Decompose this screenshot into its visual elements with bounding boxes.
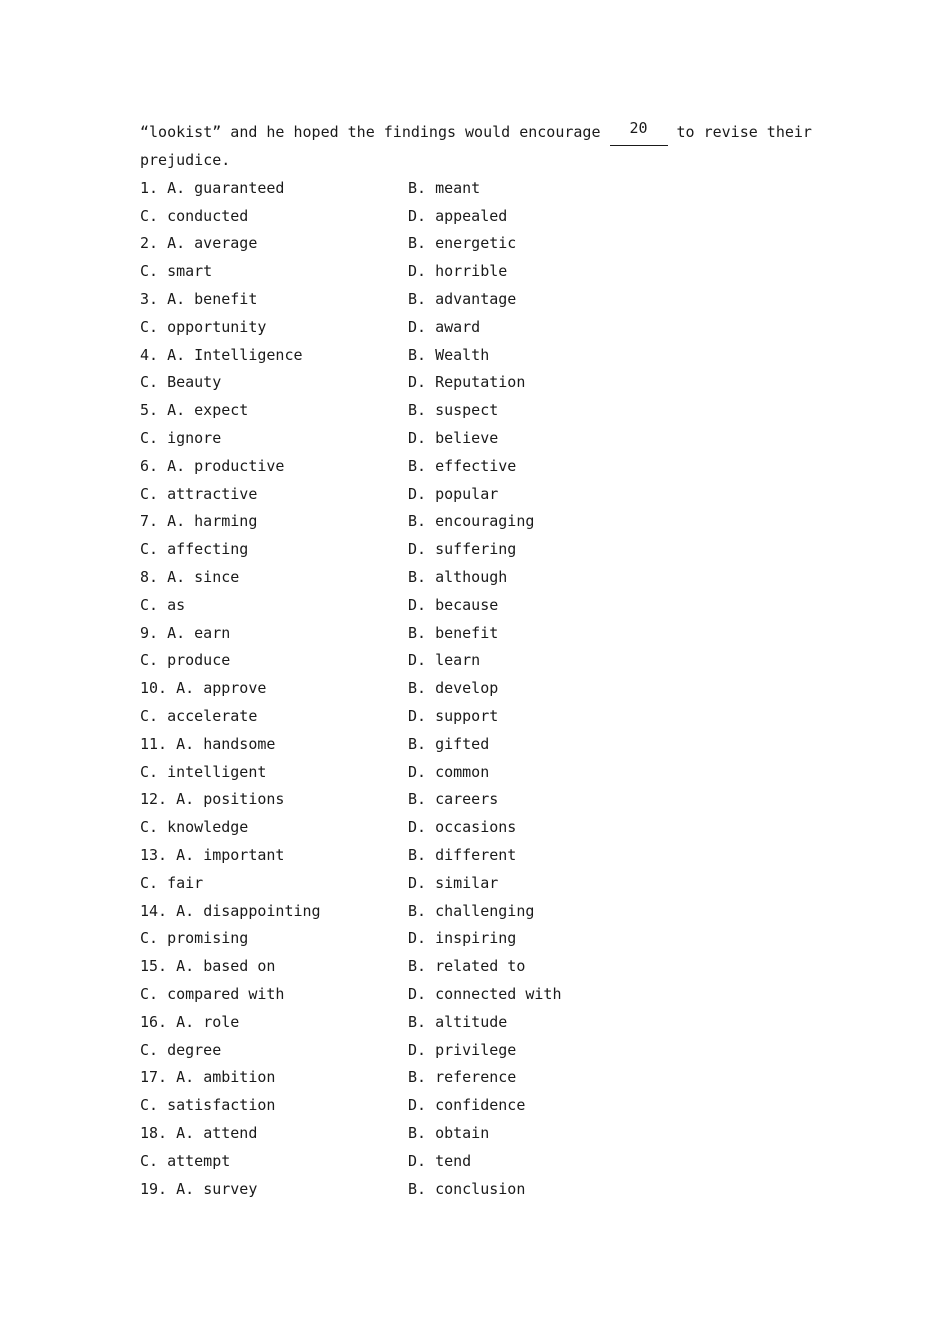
- option-left: [140, 234, 408, 252]
- option-text: attend: [203, 1123, 258, 1142]
- option-right: [408, 234, 708, 252]
- passage-word: findings: [383, 123, 457, 141]
- option-right: [408, 957, 708, 975]
- option-right: [408, 763, 708, 781]
- option-row: [140, 1008, 812, 1036]
- option-row: [140, 1091, 812, 1119]
- option-label: C.: [140, 1096, 159, 1115]
- option-text: productive: [194, 456, 285, 475]
- option-row: [140, 1036, 812, 1064]
- option-left: [140, 735, 408, 753]
- option-label: C.: [140, 262, 159, 281]
- option-label: D.: [408, 873, 427, 892]
- option-label: 11. A.: [140, 734, 195, 753]
- option-left: [140, 1068, 408, 1086]
- option-label: C.: [140, 818, 159, 837]
- option-left: [140, 429, 408, 447]
- passage-word: “lookist”: [140, 123, 222, 141]
- option-label: 17. A.: [140, 1068, 195, 1087]
- option-text: obtain: [435, 1123, 490, 1142]
- option-left: [140, 1152, 408, 1170]
- option-left: [140, 624, 408, 642]
- document-page: [140, 118, 812, 1202]
- option-text: satisfaction: [167, 1096, 276, 1115]
- option-label: B.: [408, 345, 427, 364]
- option-label: D.: [408, 1151, 427, 1170]
- option-label: 19. A.: [140, 1179, 195, 1198]
- option-left: [140, 179, 408, 197]
- option-right: [408, 902, 708, 920]
- option-row: [140, 841, 812, 869]
- option-label: D.: [408, 540, 427, 559]
- option-right: [408, 846, 708, 864]
- option-left: [140, 929, 408, 947]
- option-label: 6. A.: [140, 456, 186, 475]
- option-label: 2. A.: [140, 234, 186, 253]
- option-left: [140, 846, 408, 864]
- option-text: similar: [435, 873, 499, 892]
- option-text: appealed: [435, 206, 508, 225]
- option-label: C.: [140, 762, 159, 781]
- option-right: [408, 318, 708, 336]
- option-row: [140, 396, 812, 424]
- passage-word: encourage: [519, 123, 601, 141]
- option-label: C.: [140, 317, 159, 336]
- option-label: D.: [408, 929, 427, 948]
- option-label: C.: [140, 373, 159, 392]
- option-right: [408, 1124, 708, 1142]
- option-right: [408, 1180, 708, 1198]
- option-right: [408, 401, 708, 419]
- option-text: suffering: [435, 540, 517, 559]
- option-right: [408, 262, 708, 280]
- option-left: [140, 346, 408, 364]
- passage-word: their: [766, 123, 812, 141]
- option-text: related to: [435, 957, 526, 976]
- option-label: 18. A.: [140, 1123, 195, 1142]
- option-left: [140, 1041, 408, 1059]
- option-left: [140, 763, 408, 781]
- option-text: knowledge: [167, 818, 249, 837]
- option-label: 7. A.: [140, 512, 186, 531]
- option-right: [408, 679, 708, 697]
- option-row: [140, 369, 812, 397]
- option-row: [140, 647, 812, 675]
- option-text: Reputation: [435, 373, 526, 392]
- option-text: occasions: [435, 818, 517, 837]
- option-label: 4. A.: [140, 345, 186, 364]
- option-text: opportunity: [167, 317, 267, 336]
- option-text: advantage: [435, 290, 517, 309]
- option-text: develop: [435, 679, 499, 698]
- option-label: 8. A.: [140, 568, 186, 587]
- option-text: award: [435, 317, 481, 336]
- option-label: B.: [408, 512, 427, 531]
- passage-word: to: [676, 123, 695, 141]
- option-text: smart: [167, 262, 213, 281]
- option-text: promising: [167, 929, 249, 948]
- option-label: 15. A.: [140, 957, 195, 976]
- option-text: produce: [167, 651, 231, 670]
- option-label: C.: [140, 985, 159, 1003]
- option-label: D.: [408, 1040, 427, 1059]
- option-left: [140, 902, 408, 920]
- option-text: learn: [435, 651, 481, 670]
- option-row: [140, 257, 812, 285]
- option-left: [140, 290, 408, 308]
- option-text: ambition: [203, 1068, 276, 1087]
- answer-options-list: [140, 174, 812, 1202]
- option-right: [408, 485, 708, 503]
- option-label: 3. A.: [140, 290, 186, 309]
- option-left: [140, 874, 408, 892]
- option-left: [140, 1180, 408, 1198]
- option-right: [408, 596, 708, 614]
- option-label: D.: [408, 317, 427, 336]
- option-label: B.: [408, 679, 427, 698]
- option-text: since: [194, 568, 240, 587]
- option-label: B.: [408, 568, 427, 587]
- passage-word: would: [465, 123, 511, 141]
- option-row: [140, 1175, 812, 1203]
- option-text: compared with: [167, 985, 285, 1003]
- option-left: [140, 596, 408, 614]
- option-left: [140, 401, 408, 419]
- option-left: [140, 790, 408, 808]
- option-text: affecting: [167, 540, 249, 559]
- option-right: [408, 1068, 708, 1086]
- option-label: D.: [408, 429, 427, 448]
- option-left: [140, 679, 408, 697]
- option-text: because: [435, 595, 499, 614]
- option-row: [140, 341, 812, 369]
- option-row: [140, 174, 812, 202]
- option-text: expect: [194, 401, 249, 420]
- option-text: confidence: [435, 1096, 526, 1115]
- option-text: connected with: [435, 985, 562, 1003]
- option-text: effective: [435, 456, 517, 475]
- option-label: 5. A.: [140, 401, 186, 420]
- blank-number-20: 20: [610, 118, 668, 146]
- option-right: [408, 1013, 708, 1031]
- passage-word: hoped: [293, 123, 339, 141]
- option-label: D.: [408, 1096, 427, 1115]
- option-text: attractive: [167, 484, 258, 503]
- option-text: conducted: [167, 206, 249, 225]
- option-label: C.: [140, 707, 159, 726]
- option-row: [140, 480, 812, 508]
- option-left: [140, 957, 408, 975]
- option-text: common: [435, 762, 490, 781]
- option-left: [140, 651, 408, 669]
- option-right: [408, 874, 708, 892]
- option-text: accelerate: [167, 707, 258, 726]
- option-right: [408, 457, 708, 475]
- option-label: B.: [408, 734, 427, 753]
- option-right: [408, 929, 708, 947]
- option-row: [140, 424, 812, 452]
- option-text: handsome: [203, 734, 276, 753]
- option-text: disappointing: [203, 901, 321, 920]
- option-text: although: [435, 568, 508, 587]
- option-row: [140, 1147, 812, 1175]
- option-label: B.: [408, 1012, 427, 1031]
- option-label: C.: [140, 540, 159, 559]
- option-text: suspect: [435, 401, 499, 420]
- option-label: B.: [408, 1123, 427, 1142]
- option-left: [140, 373, 408, 391]
- passage-word: revise: [703, 123, 758, 141]
- option-row: [140, 535, 812, 563]
- option-row: [140, 730, 812, 758]
- option-label: 16. A.: [140, 1012, 195, 1031]
- option-text: meant: [435, 178, 481, 197]
- option-text: role: [203, 1012, 240, 1031]
- option-label: 13. A.: [140, 846, 195, 865]
- option-row: [140, 869, 812, 897]
- option-label: 9. A.: [140, 623, 186, 642]
- option-left: [140, 512, 408, 530]
- option-text: Beauty: [167, 373, 222, 392]
- option-text: believe: [435, 429, 499, 448]
- option-text: survey: [203, 1179, 258, 1198]
- option-label: D.: [408, 985, 427, 1003]
- option-left: [140, 485, 408, 503]
- option-text: fair: [167, 873, 204, 892]
- option-right: [408, 735, 708, 753]
- option-text: earn: [194, 623, 231, 642]
- option-left: [140, 1013, 408, 1031]
- option-text: tend: [435, 1151, 472, 1170]
- option-label: 1. A.: [140, 178, 186, 197]
- option-label: B.: [408, 456, 427, 475]
- option-right: [408, 790, 708, 808]
- option-text: benefit: [194, 290, 258, 309]
- option-text: harming: [194, 512, 258, 531]
- option-right: [408, 512, 708, 530]
- option-label: D.: [408, 707, 427, 726]
- option-text: energetic: [435, 234, 517, 253]
- option-left: [140, 818, 408, 836]
- option-text: attempt: [167, 1151, 231, 1170]
- option-label: B.: [408, 957, 427, 976]
- option-label: C.: [140, 873, 159, 892]
- option-right: [408, 540, 708, 558]
- option-label: B.: [408, 234, 427, 253]
- option-right: [408, 179, 708, 197]
- option-left: [140, 568, 408, 586]
- option-left: [140, 262, 408, 280]
- option-right: [408, 707, 708, 725]
- option-right: [408, 1152, 708, 1170]
- option-left: [140, 707, 408, 725]
- option-row: [140, 313, 812, 341]
- option-right: [408, 207, 708, 225]
- option-left: [140, 540, 408, 558]
- option-label: D.: [408, 762, 427, 781]
- option-left: [140, 1096, 408, 1114]
- option-left: [140, 1124, 408, 1142]
- passage-line-2: prejudice.: [140, 151, 231, 169]
- option-row: [140, 508, 812, 536]
- option-label: C.: [140, 484, 159, 503]
- option-label: 14. A.: [140, 901, 195, 920]
- option-text: reference: [435, 1068, 517, 1087]
- option-row: [140, 813, 812, 841]
- option-label: C.: [140, 1151, 159, 1170]
- option-right: [408, 429, 708, 447]
- option-text: average: [194, 234, 258, 253]
- option-text: encouraging: [435, 512, 535, 531]
- option-label: C.: [140, 1040, 159, 1059]
- option-text: guaranteed: [194, 178, 285, 197]
- option-row: [140, 452, 812, 480]
- option-row: [140, 230, 812, 258]
- option-right: [408, 818, 708, 836]
- option-row: [140, 591, 812, 619]
- option-left: [140, 457, 408, 475]
- option-label: D.: [408, 818, 427, 837]
- option-row: [140, 202, 812, 230]
- option-label: B.: [408, 623, 427, 642]
- option-right: [408, 985, 708, 1003]
- option-left: [140, 207, 408, 225]
- option-label: B.: [408, 1068, 427, 1087]
- option-text: degree: [167, 1040, 222, 1059]
- option-label: B.: [408, 178, 427, 197]
- option-right: [408, 346, 708, 364]
- option-text: privilege: [435, 1040, 517, 1059]
- passage-fragment: [140, 118, 812, 174]
- option-right: [408, 373, 708, 391]
- option-text: ignore: [167, 429, 222, 448]
- option-text: gifted: [435, 734, 490, 753]
- option-text: intelligent: [167, 762, 267, 781]
- option-text: important: [203, 846, 285, 865]
- option-row: [140, 758, 812, 786]
- option-row: [140, 1119, 812, 1147]
- option-right: [408, 651, 708, 669]
- option-right: [408, 624, 708, 642]
- option-text: support: [435, 707, 499, 726]
- option-text: Wealth: [435, 345, 490, 364]
- option-row: [140, 952, 812, 980]
- option-text: careers: [435, 790, 499, 809]
- option-label: 10. A.: [140, 679, 195, 698]
- option-text: popular: [435, 484, 499, 503]
- option-text: conclusion: [435, 1179, 526, 1198]
- option-row: [140, 897, 812, 925]
- option-label: C.: [140, 651, 159, 670]
- option-row: [140, 563, 812, 591]
- passage-word: and: [230, 123, 258, 141]
- option-text: positions: [203, 790, 285, 809]
- option-row: [140, 980, 812, 1008]
- option-row: [140, 619, 812, 647]
- option-label: D.: [408, 262, 427, 281]
- passage-word: the: [347, 123, 375, 141]
- option-label: D.: [408, 651, 427, 670]
- option-text: horrible: [435, 262, 508, 281]
- option-right: [408, 568, 708, 586]
- option-label: D.: [408, 595, 427, 614]
- option-row: [140, 786, 812, 814]
- option-label: D.: [408, 206, 427, 225]
- option-text: challenging: [435, 901, 535, 920]
- option-right: [408, 1041, 708, 1059]
- option-right: [408, 1096, 708, 1114]
- option-text: approve: [203, 679, 267, 698]
- option-label: C.: [140, 429, 159, 448]
- option-label: B.: [408, 401, 427, 420]
- option-label: B.: [408, 901, 427, 920]
- option-label: D.: [408, 373, 427, 392]
- option-row: [140, 702, 812, 730]
- option-label: C.: [140, 206, 159, 225]
- option-label: D.: [408, 484, 427, 503]
- option-label: B.: [408, 790, 427, 809]
- option-label: C.: [140, 595, 159, 614]
- option-right: [408, 290, 708, 308]
- option-row: [140, 925, 812, 953]
- option-left: [140, 985, 408, 1003]
- option-text: different: [435, 846, 517, 865]
- option-row: [140, 674, 812, 702]
- option-left: [140, 318, 408, 336]
- option-label: C.: [140, 929, 159, 948]
- option-label: B.: [408, 1179, 427, 1198]
- passage-line-1: [140, 118, 812, 146]
- option-text: based on: [203, 957, 276, 976]
- passage-word: he: [266, 123, 285, 141]
- option-label: 12. A.: [140, 790, 195, 809]
- option-text: inspiring: [435, 929, 517, 948]
- option-text: benefit: [435, 623, 499, 642]
- option-row: [140, 285, 812, 313]
- option-text: as: [167, 595, 186, 614]
- option-text: Intelligence: [194, 345, 303, 364]
- option-label: B.: [408, 290, 427, 309]
- option-label: B.: [408, 846, 427, 865]
- option-row: [140, 1064, 812, 1092]
- option-text: altitude: [435, 1012, 508, 1031]
